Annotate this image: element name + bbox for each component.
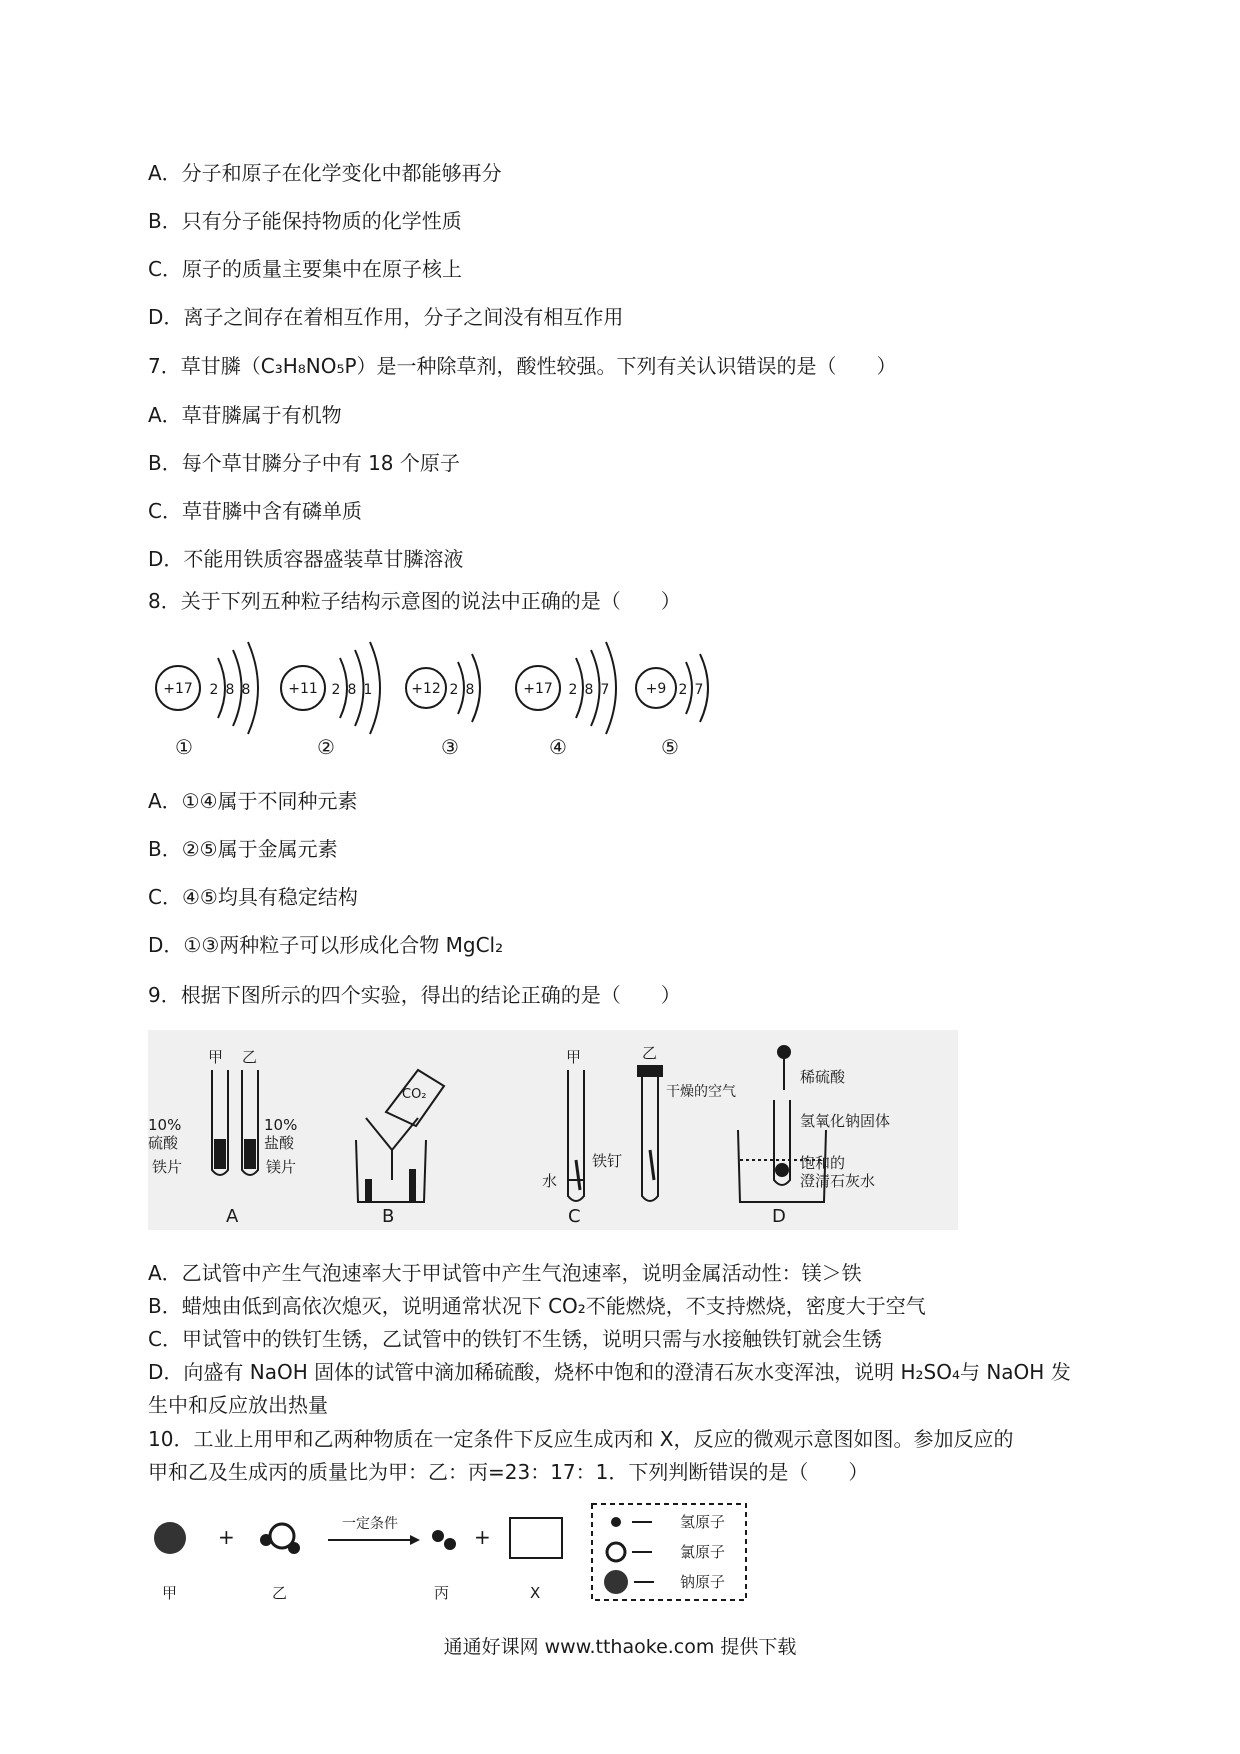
svg-text:+: + (474, 1525, 491, 1549)
particle-4-shell-2: 8 (584, 682, 594, 698)
hydrogen-atom (260, 1534, 272, 1546)
particle-3-shell-2: 8 (465, 682, 475, 698)
particle-2-shell-3: 1 (363, 682, 373, 698)
footer-credit: 通通好课网 www.tthaoke.com 提供下载 (443, 1636, 797, 1658)
fig-a-left-metal: 铁片 (152, 1158, 183, 1176)
fig-c-water: 水 (542, 1172, 558, 1190)
fig-a-right-acid: 10%盐酸 (264, 1116, 298, 1152)
q8-option-a: A．①④属于不同种元素 (148, 789, 358, 813)
particle-5-label: ⑤ (661, 735, 679, 759)
particle-2-shell-1: 2 (331, 682, 341, 698)
hydrogen-molecule (432, 1530, 444, 1542)
particle-4-label: ④ (549, 735, 567, 759)
q10-stem-line-2: 甲和乙及生成丙的质量比为甲：乙：丙=23：17：1．下列判断错误的是（ ） (148, 1460, 869, 1484)
particle-1-label: ① (175, 735, 193, 759)
fig-a-tube-1: 甲 (208, 1048, 224, 1066)
label-yi: 乙 (272, 1584, 288, 1602)
q7-option-c: C．草苷膦中含有磷单质 (148, 499, 362, 523)
fig-d-solid: 氢氧化钠固体 (800, 1112, 891, 1130)
particle-2-shell-2: 8 (347, 682, 357, 698)
reaction-condition: 一定条件 (342, 1516, 398, 1532)
q8-option-b: B．②⑤属于金属元素 (148, 837, 338, 861)
fig-a-tube-2: 乙 (242, 1048, 258, 1066)
q8-option-d: D．①③两种粒子可以形成化合物 MgCl₂ (148, 933, 504, 957)
q8-option-c: C．④⑤均具有稳定结构 (148, 885, 358, 909)
particle-1-shell-1: 2 (209, 682, 219, 698)
fig-a-right-metal: 镁片 (266, 1158, 297, 1176)
q6-option-c: C．原子的质量主要集中在原子核上 (148, 257, 462, 281)
label-jia: 甲 (162, 1584, 178, 1602)
fig-b-bottle-label: CO₂ (402, 1087, 427, 1102)
q9-option-c: C．甲试管中的铁钉生锈，乙试管中的铁钉不生锈，说明只需与水接触铁钉就会生锈 (148, 1327, 882, 1351)
particle-5-nucleus: +9 (645, 681, 667, 697)
q9-option-b: B．蜡烛由低到高依次熄灭，说明通常状况下 CO₂不能燃烧，不支持燃烧，密度大于空气 (148, 1294, 926, 1318)
q7-stem: 7．草甘膦（C₃H₈NO₅P）是一种除草剂，酸性较强。下列有关认识错误的是（ ） (148, 354, 897, 378)
q10-reaction-figure (148, 1500, 788, 1610)
sodium-atom (154, 1522, 186, 1554)
particle-1-shell-3: 8 (241, 682, 251, 698)
particle-5-shell-1: 2 (678, 682, 688, 698)
q10-stem-line-1: 10．工业上用甲和乙两种物质在一定条件下反应生成丙和 X，反应的微观示意图如图。参加反应的 (148, 1427, 1014, 1451)
fig-c-tube-2: 乙 (642, 1044, 658, 1062)
q8-particle-diagrams (148, 628, 728, 768)
q9-stem: 9．根据下图所示的四个实验，得出的结论正确的是（ ） (148, 983, 681, 1007)
q6-option-a: A．分子和原子在化学变化中都能够再分 (148, 161, 502, 185)
q6-option-b: B．只有分子能保持物质的化学性质 (148, 209, 462, 233)
fig-c-nail: 铁钉 (592, 1152, 623, 1170)
particle-5-shell-2: 7 (694, 682, 704, 698)
legend-chlorine: 氯原子 (680, 1543, 726, 1561)
label-bing: 丙 (434, 1584, 450, 1602)
x-box (510, 1518, 562, 1558)
q9-option-d-cont: 生中和反应放出热量 (148, 1393, 328, 1417)
q7-option-a: A．草苷膦属于有机物 (148, 403, 342, 427)
particle-2-label: ② (317, 735, 335, 759)
fig-d-label: D (772, 1206, 786, 1227)
particle-4-shell-3: 7 (600, 682, 610, 698)
q9-option-d: D．向盛有 NaOH 固体的试管中滴加稀硫酸，烧杯中饱和的澄清石灰水变浑浊，说明 H₂SO₄与 NaOH 发 (148, 1360, 1071, 1384)
svg-text:+: + (218, 1525, 235, 1549)
fig-a-left-acid: 10%硫酸 (148, 1116, 182, 1152)
legend-sodium: 钠原子 (680, 1573, 726, 1591)
particle-2-nucleus: +11 (288, 681, 318, 697)
q8-stem: 8．关于下列五种粒子结构示意图的说法中正确的是（ ） (148, 589, 681, 613)
fig-c-tube-1: 甲 (566, 1048, 582, 1066)
q7-option-b: B．每个草甘膦分子中有 18 个原子 (148, 451, 460, 475)
particle-1-shell-2: 8 (225, 682, 235, 698)
q9-experiment-figure (148, 1030, 958, 1230)
q6-option-d: D．离子之间存在着相互作用，分子之间没有相互作用 (148, 305, 624, 329)
particle-4-shell-1: 2 (568, 682, 578, 698)
fig-d-acid: 稀硫酸 (800, 1068, 846, 1086)
q9-option-a: A．乙试管中产生气泡速率大于甲试管中产生气泡速率，说明金属活动性：镁＞铁 (148, 1261, 862, 1285)
label-x: X (530, 1584, 541, 1602)
fig-c-air: 干燥的空气 (666, 1084, 736, 1100)
particle-4-nucleus: +17 (523, 681, 553, 697)
fig-b-label: B (382, 1206, 395, 1227)
q7-option-d: D．不能用铁质容器盛装草甘膦溶液 (148, 547, 464, 571)
legend-hydrogen: 氢原子 (680, 1513, 726, 1531)
fig-a-label: A (226, 1206, 239, 1227)
fig-d-solution: 饱和的澄清石灰水 (800, 1154, 876, 1190)
particle-3-shell-1: 2 (449, 682, 459, 698)
fig-c-label: C (568, 1206, 581, 1227)
particle-3-label: ③ (441, 735, 459, 759)
particle-1-nucleus: +17 (163, 681, 193, 697)
particle-3-nucleus: +12 (411, 681, 441, 697)
